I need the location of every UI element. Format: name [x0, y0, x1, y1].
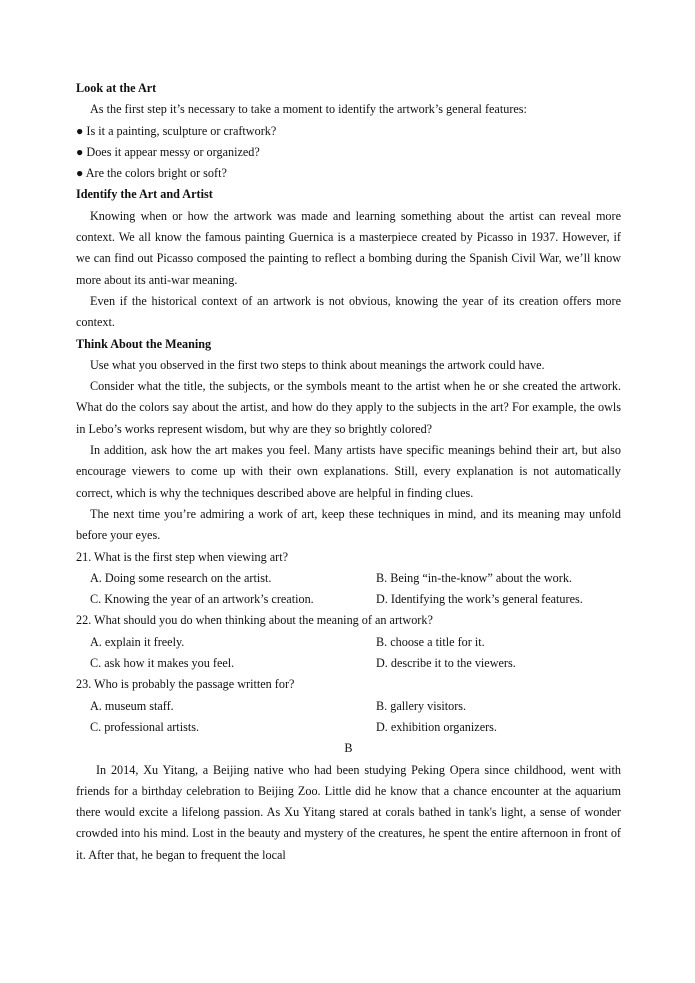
section2-paragraph: Even if the historical context of an artwork is not obvious, knowing the year of its creation offers more context.: [76, 293, 621, 330]
passage-b-paragraph: In 2014, Xu Yitang, a Beijing native who had been studying Peking Opera since childhood, went with friends for a birthday celebration to Beijing Zoo. Little did he know that a chance encounter at the aquarium there would excite a lifelong passion. As Xu Yitang stared at corals bathed in tank's light, a sense of wonder crowded into his mind. Lost in the beauty and mystery of the creatures, he spent the entire afternoon in front of it. After that, he began to frequent the local: [76, 762, 621, 862]
section3-paragraph: Consider what the title, the subjects, or the symbols meant to the artist when he or she created the artwork. What do the colors say about the artist, and how do they apply to the subjects in the art? For example, the owls in Lebo’s works represent wisdom, but why are they so brightly colored?: [76, 379, 621, 436]
options-row: [76, 717, 621, 738]
option-c: C. Knowing the year of an artwork’s creation.: [90, 592, 314, 607]
section-heading-identify: Identify the Art and Artist: [76, 187, 213, 202]
question-stem: 21. What is the first step when viewing art?: [76, 549, 288, 564]
section-heading-meaning: Think About the Meaning: [76, 336, 212, 351]
option-b: B. Being “in-the-know” about the work.: [376, 570, 572, 585]
section1-intro: As the first step it’s necessary to take a moment to identify the artwork’s general features:: [90, 102, 527, 117]
option-a: A. Doing some research on the artist.: [90, 570, 272, 585]
option-c: C. ask how it makes you feel.: [90, 656, 235, 671]
option-d: D. describe it to the viewers.: [376, 656, 516, 671]
options-row: [76, 653, 621, 674]
option-a: A. explain it freely.: [90, 634, 185, 649]
question-stem: 22. What should you do when thinking about the meaning of an artwork?: [76, 613, 433, 628]
options-row: [76, 632, 621, 653]
option-b: B. gallery visitors.: [376, 698, 467, 713]
section3-paragraph: Use what you observed in the first two steps to think about meanings the artwork could have.: [90, 357, 545, 372]
option-a: A. museum staff.: [90, 698, 174, 713]
question-stem: 23. Who is probably the passage written for?: [76, 677, 295, 692]
bullet-item: ● Is it a painting, sculpture or craftwork?: [76, 123, 277, 138]
bullet-item: ● Are the colors bright or soft?: [76, 166, 227, 181]
option-b: B. choose a title for it.: [376, 634, 485, 649]
section2-paragraph: Knowing when or how the artwork was made and learning something about the artist can reveal more context. We all know the famous painting Guernica is a masterpiece created by Picasso in 1937. However, if we can find out Picasso composed the painting to reflect a bombing during the Spanish Civil War, we’ll know more about its anti-war meaning.: [76, 208, 621, 287]
options-row: [76, 696, 621, 717]
option-c: C. professional artists.: [90, 719, 199, 734]
section-heading-look: Look at the Art: [76, 81, 157, 95]
options-row: [76, 589, 621, 610]
passage-label: B: [344, 741, 353, 756]
options-row: [76, 568, 621, 589]
option-d: D. Identifying the work’s general features.: [376, 592, 583, 607]
section3-paragraph: The next time you’re admiring a work of art, keep these techniques in mind, and its meaning may unfold before your eyes.: [76, 506, 621, 543]
exam-page: [76, 78, 621, 866]
option-d: D. exhibition organizers.: [376, 719, 497, 734]
section3-paragraph: In addition, ask how the art makes you feel. Many artists have specific meanings behind their art, but also encourage viewers to come up with their own explanations. Still, every explanation is not automatically correct, which is why the techniques described above are helpful in finding clues.: [76, 443, 621, 500]
bullet-item: ● Does it appear messy or organized?: [76, 144, 260, 159]
